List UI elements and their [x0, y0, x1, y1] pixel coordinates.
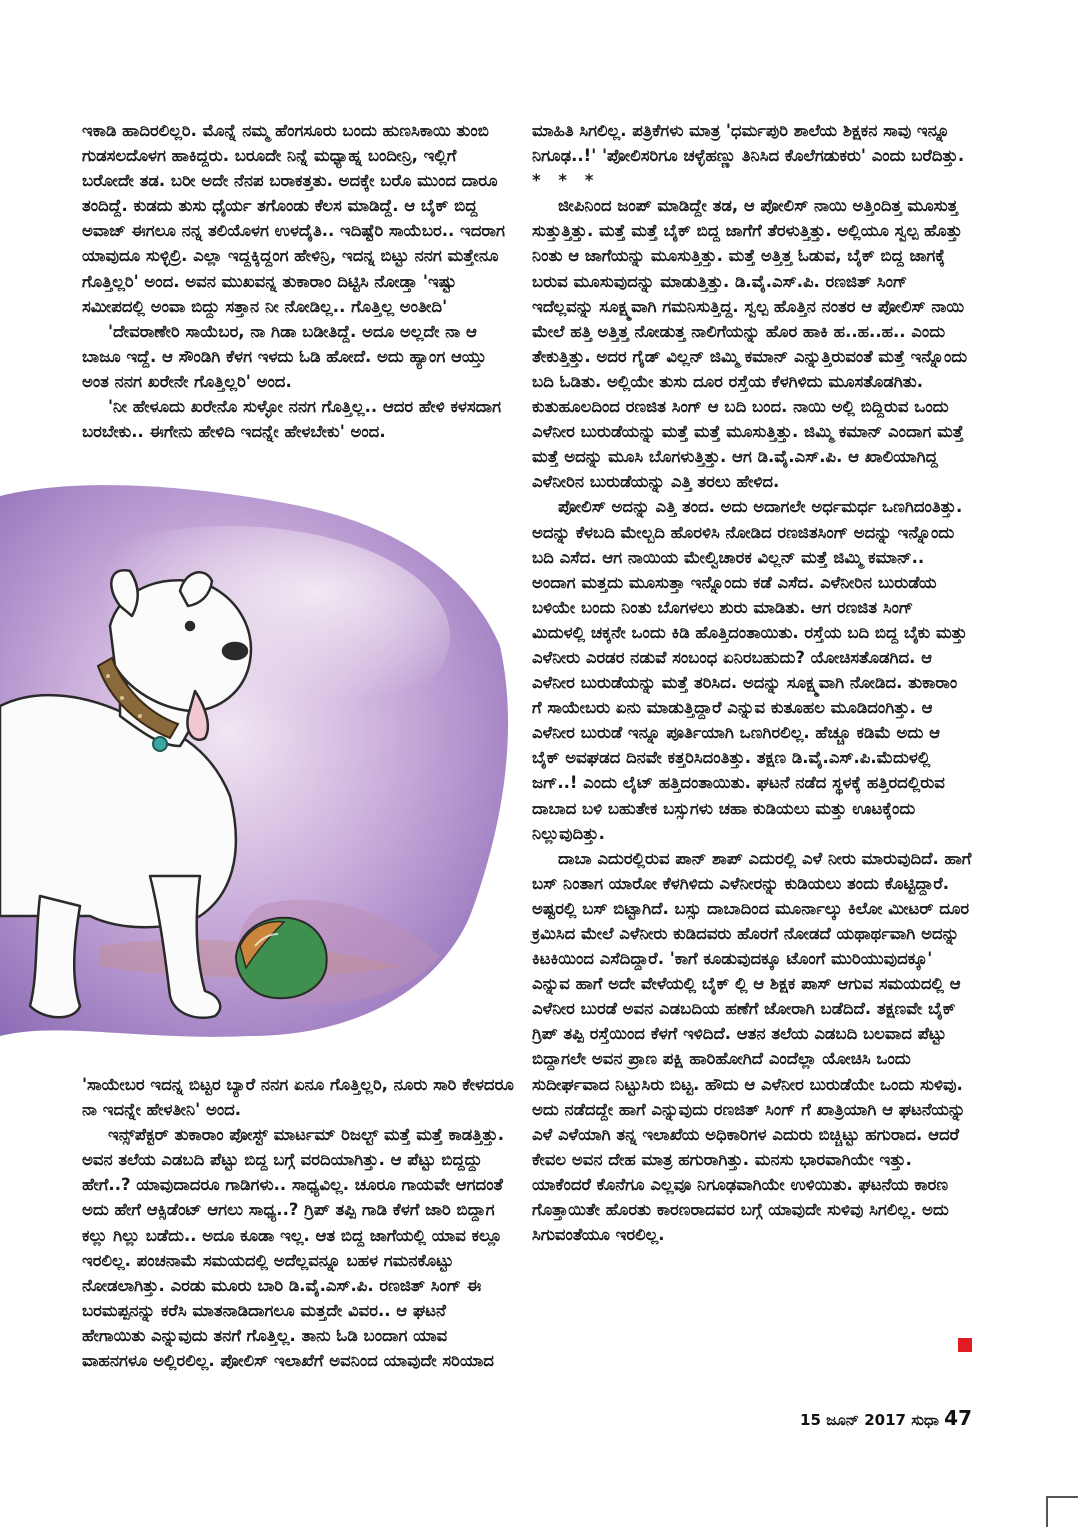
paragraph: 'ಸಾಯೇಬರ ಇದನ್ನ ಬಿಟ್ಟರ ಬ್ಯಾರೆ ನನಗ ಏನೂ ಗೊತ್ತಿಲ್ಲರಿ, ನೂರು ಸಾರಿ ಕೇಳದರೂ ನಾ ಇದನ್ನೇ ಹೇಳತೀನಿ' ಅಂದ.: [82, 1075, 514, 1120]
coconut-shell: [236, 918, 327, 998]
dog-nose: [223, 643, 247, 659]
dog-eye: [186, 622, 194, 630]
paragraph: ಮಾಹಿತಿ ಸಿಗಲಿಲ್ಲ. ಪತ್ರಿಕೆಗಳು ಮಾತ್ರ 'ಧರ್ಮಪುರಿ ಶಾಲೆಯ ಶಿಕ್ಷಕನ ಸಾವು ಇನ್ನೂ ನಿಗೂಢ..!' 'ಪೋಲಿಸರಿಗೂ ಚಳ್ಳೆಹಣ್ಣು ತಿನಿಸಿದ ಕೊಲೆಗಡುಕರು' ಎಂದು ಬರೆದಿತ್ತು.: [532, 121, 965, 166]
paragraph: ಪೋಲಿಸ್ ಅದನ್ನು ಎತ್ತಿ ತಂದ. ಅದು ಅದಾಗಲೇ ಅರ್ಧಮರ್ಧ ಒಣಗಿದಂತಿತ್ತು. ಅದನ್ನು ಕೆಳಬದಿ ಮೇಲ್ಬದಿ ಹೊರಳಿಸಿ ನೋಡಿದ ರಣಜಿತಸಿಂಗ್ ಅದನ್ನು ಇನ್ನೊಂದು ಬದಿ ಎಸೆದ. ಆಗ ನಾಯಿಯ ಮೇಲ್ವಿಚಾರಕ ವಿಲ್ಲನ್ ಮತ್ತೆ ಜಿಮ್ಮಿ ಕಮಾನ್.. ಅಂದಾಗ ಮತ್ತದು ಮೂಸುತ್ತಾ ಇನ್ನೊಂದು ಕಡೆ ಎಸೆದ. ಎಳೆನೀರಿನ ಬುರುಡೆಯ ಬಳಿಯೇ ಬಂದು ನಿಂತು ಬೊಗಳಲು ಶುರು ಮಾಡಿತು. ಆಗ ರಣಜಿತ ಸಿಂಗ್ ಮಿದುಳಲ್ಲಿ ಚಕ್ಕನೇ ಒಂದು ಕಿಡಿ ಹೊತ್ತಿದಂತಾಯಿತು. ರಸ್ತೆಯ ಬದಿ ಬಿದ್ದ ಬೈಕು ಮತ್ತು ಎಳೆನೀರು ಎರಡರ ನಡುವೆ ಸಂಬಂಧ ಏನಿರಬಹುದು? ಯೋಚಿಸತೊಡಗಿದ. ಆ ಎಳೆನೀರ ಬುರುಡೆಯನ್ನು ಮತ್ತೆ ತರಿಸಿದ. ಅದನ್ನು ಸೂಕ್ಷ್ಮವಾಗಿ ನೋಡಿದ. ತುಕಾರಾಂ ಗೆ ಸಾಯೇಬರು ಏನು ಮಾಡುತ್ತಿದ್ದಾರೆ ಎನ್ನುವ ಕುತೂಹಲ ಮೂಡಿದಂಗಿತ್ತು. ಆ ಎಳೆನೀರ ಬುರುಡೆ ಇನ್ನೂ ಪೂರ್ತಿಯಾಗಿ ಒಣಗಿರಲಿಲ್ಲ. ಹೆಚ್ಚೂ ಕಡಿಮೆ ಅದು ಆ ಬೈಕ್ ಅವಘಡದ ದಿನವೇ ಕತ್ತರಿಸಿದಂತಿತ್ತು. ತಕ್ಷಣ ಡಿ.ವೈ.ಎಸ್.ಪಿ.ಮೆದುಳಲ್ಲಿ ಜಗ್..! ಎಂದು ಲೈಟ್ ಹತ್ತಿದಂತಾಯಿತು. ಘಟನೆ ನಡೆದ ಸ್ಥಳಕ್ಕೆ ಹತ್ತಿರದಲ್ಲಿರುವ ದಾಬಾದ ಬಳಿ ಬಹುತೇಕ ಬಸ್ಸುಗಳು ಚಹಾ ಕುಡಿಯಲು ಮತ್ತು ಊಟಕ್ಕೆಂದು ನಿಲ್ಲುವುದಿತ್ತು.: [532, 497, 968, 843]
paragraph: ದಾಬಾ ಎದುರಲ್ಲಿರುವ ಪಾನ್ ಶಾಪ್ ಎದುರಲ್ಲಿ ಎಳೆ ನೀರು ಮಾರುವುದಿದೆ. ಹಾಗೆ ಬಸ್ ನಿಂತಾಗ ಯಾರೋ ಕೆಳಗಿಳಿದು ಎಳೆನೀರನ್ನು ಕುಡಿಯಲು ತಂದು ಕೊಟ್ಟಿದ್ದಾರೆ. ಅಷ್ಟರಲ್ಲಿ ಬಸ್ ಬಿಟ್ಟಾಗಿದೆ. ಬಸ್ಸು ದಾಬಾದಿಂದ ಮೂರ್ನಾಲ್ಕು ಕಿಲೋ ಮೀಟರ್ ದೂರ ಕ್ರಮಿಸಿದ ಮೇಲೆ ಎಳೆನೀರು ಕುಡಿದವರು ಹೊರಗೆ ನೋಡದೆ ಯಥಾರ್ಥವಾಗಿ ಅದನ್ನು ಕಿಟಕಿಯಿಂದ ಎಸೆದಿದ್ದಾರೆ. 'ಕಾಗೆ ಕೂಡುವುದಕ್ಕೂ ಟೊಂಗೆ ಮುರಿಯುವುದಕ್ಕೂ' ಎನ್ನುವ ಹಾಗೆ ಅದೇ ವೇಳೆಯಲ್ಲಿ ಬೈಕ್ ಲ್ಲಿ ಆ ಶಿಕ್ಷಕ ಪಾಸ್ ಆಗುವ ಸಮಯದಲ್ಲಿ ಆ ಎಳೆನೀರ ಬುರಡೆ ಅವನ ಎಡಬದಿಯ ಹಣೆಗೆ ಜೋರಾಗಿ ಬಡೆದಿದೆ. ತಕ್ಷಣವೇ ಬೈಕ್ ಗ್ರಿಪ್ ತಪ್ಪಿ ರಸ್ತೆಯಿಂದ ಕೆಳಗೆ ಇಳಿದಿದೆ. ಆತನ ತಲೆಯ ಎಡಬದಿ ಬಲವಾದ ಪೆಟ್ಟು ಬಿದ್ದಾಗಲೇ ಅವನ ಪ್ರಾಣ ಪಕ್ಷಿ ಹಾರಿಹೋಗಿದೆ ಎಂದೆಲ್ಲಾ ಯೋಚಿಸಿ ಒಂದು ಸುದೀರ್ಘವಾದ ನಿಟ್ಟುಸಿರು ಬಿಟ್ಟ. ಹೌದು ಆ ಎಳೆನೀರ ಬುರುಡೆಯೇ ಒಂದು ಸುಳಿವು. ಅದು ನಡೆದದ್ದೇ ಹಾಗೆ ಎನ್ನುವುದು ರಣಜಿತ್ ಸಿಂಗ್ ಗೆ ಖಾತ್ರಿಯಾಗಿ ಆ ಘಟನೆಯನ್ನು ಎಳೆ ಎಳೆಯಾಗಿ ತನ್ನ ಇಲಾಖೆಯ ಅಧಿಕಾರಿಗಳ ಎದುರು ಬಿಚ್ಚಿಟ್ಟು ಹಗುರಾದ. ಆದರೆ ಕೇವಲ ಅವನ ದೇಹ ಮಾತ್ರ ಹಗುರಾಗಿತ್ತು. ಮನಸು ಭಾರವಾಗಿಯೇ ಇತ್ತು. ಯಾಕೆಂದರೆ ಕೊನೆಗೂ ಎಲ್ಲವೂ ನಿಗೂಢವಾಗಿಯೇ ಉಳಿಯಿತು. ಘಟನೆಯ ಕಾರಣ ಗೊತ್ತಾಯಿತೇ ಹೊರತು ಕಾರಣರಾದವರ ಬಗ್ಗೆ ಯಾವುದೇ ಸುಳಿವು ಸಿಗಲಿಲ್ಲ. ಅದು ಸಿಗುವಂತೆಯೂ ಇರಲಿಲ್ಲ.: [532, 848, 972, 1245]
paragraph: 'ದೇವರಾಣೇರಿ ಸಾಯೆಬರ, ನಾ ಗಿಡಾ ಬಡೀತಿದ್ದೆ. ಅದೂ ಅಲ್ಲದೇ ನಾ ಆ ಬಾಜೂ ಇದ್ದೆ. ಆ ಸೌಂಡಿಗಿ ಕೆಳಗ ಇಳದು ಓಡಿ ಹೋದೆ. ಅದು ಹ್ಯಾಂಗ ಆಯ್ತು ಅಂತ ನನಗ ಖರೇನೇ ಗೊತ್ತಿಲ್ಲರಿ' ಅಂದ.: [82, 321, 487, 391]
paragraph: 'ನೀ ಹೇಳೂದು ಖರೇನೊ ಸುಳ್ಳೋ ನನಗ ಗೊತ್ತಿಲ್ಲ.. ಆದರ ಹೇಳಿ ಕಳಸದಾಗ ಬರಬೇಕು.. ಈಗೇನು ಹೇಳಿದಿ ಇದನ್ನೇ ಹೇಳಬೇಕು' ಅಂದ.: [82, 397, 502, 442]
page-folio: [800, 1406, 972, 1430]
collar-tag: [153, 737, 167, 751]
right-column: [532, 118, 972, 1247]
paragraph: ಇಕಾಡಿ ಹಾದಿರಲಿಲ್ಲರಿ. ಮೊನ್ನೆ ನಮ್ಮ ಹೆಂಗಸೂರು ಬಂದು ಹುಣಸಿಕಾಯಿ ತುಂಬಿ ಗುಡಸಲದೊಳಗ ಹಾಕಿದ್ದರು. ಬರೂದೇ ನಿನ್ನೆ ಮಧ್ಯಾಹ್ನ ಬಂದೀನ್ರಿ, ಇಲ್ಲಿಗೆ ಬರೋದೇ ತಡ. ಬರೀ ಅದೇ ನೆನಪ ಬರಾಕತ್ತತು. ಅದಕ್ಕೇ ಬರೊ ಮುಂದ ದಾರೂ ತಂದಿದ್ದೆ. ಕುಡದು ತುಸು ಧೈರ್ಯ ತಗೊಂಡು ಕೆಲಸ ಮಾಡಿದ್ದೆ. ಆ ಬೈಕ್ ಬಿದ್ದ ಅವಾಜ್ ಈಗಲೂ ನನ್ನ ತಲಿಯೊಳಗ ಉಳದೈತಿ.. ಇದಿಷ್ಟೆರಿ ಸಾಯೆಬರ.. ಇದರಾಗ ಯಾವುದೂ ಸುಳ್ಳಿಲ್ರಿ. ಎಲ್ಲಾ ಇದ್ದಕ್ಕಿದ್ದಂಗ ಹೇಳಿನ್ರಿ, ಇದನ್ನ ಬಿಟ್ಟು ನನಗ ಮತ್ತೇನೂ ಗೊತ್ತಿಲ್ಲರಿ' ಅಂದ. ಅವನ ಮುಖವನ್ನ ತುಕಾರಾಂ ದಿಟ್ಟಿಸಿ ನೋಡ್ತಾ 'ಇಷ್ಟು ಸಮೀಪದಲ್ಲಿ ಅಂವಾ ಬಿದ್ದು ಸತ್ತಾನ ನೀ ನೋಡಿಲ್ಲ.. ಗೊತ್ತಿಲ್ಲ ಅಂತೀದಿ': [82, 121, 505, 316]
page-number: 47: [944, 1406, 972, 1430]
paragraph: ಇನ್ಸ್‌ಪೆಕ್ಟರ್ ತುಕಾರಾಂ ಪೋಸ್ಟ್ ಮಾರ್ಟಮ್ ರಿಜಲ್ಟ್ ಮತ್ತೆ ಮತ್ತೆ ಕಾಡತ್ತಿತ್ತು. ಅವನ ತಲೆಯ ಎಡಬದಿ ಪೆಟ್ಟು ಬಿದ್ದ ಬಗ್ಗೆ ವರದಿಯಾಗಿತ್ತು. ಆ ಪೆಟ್ಟು ಬಿದ್ದದ್ದು ಹೇಗೆ..? ಯಾವುದಾದರೂ ಗಾಡಿಗಳು.. ಸಾಧ್ಯವಿಲ್ಲ. ಚೂರೂ ಗಾಯವೇ ಆಗದಂತೆ ಅದು ಹೇಗೆ ಆಕ್ಸಿಡೆಂಟ್ ಆಗಲು ಸಾಧ್ಯ..? ಗ್ರಿಪ್ ತಪ್ಪಿ ಗಾಡಿ ಕೆಳಗೆ ಜಾರಿ ಬಿದ್ದಾಗ ಕಲ್ಲು ಗಿಲ್ಲು ಬಡೆದು.. ಅದೂ ಕೂಡಾ ಇಲ್ಲ. ಆತ ಬಿದ್ದ ಜಾಗೆಯಲ್ಲಿ ಯಾವ ಕಲ್ಲೂ ಇರಲಿಲ್ಲ. ಪಂಚನಾಮೆ ಸಮಯದಲ್ಲಿ ಅದೆಲ್ಲವನ್ನೂ ಬಹಳ ಗಮನಕೊಟ್ಟು ನೋಡಲಾಗಿತ್ತು. ಎರಡು ಮೂರು ಬಾರಿ ಡಿ.ವೈ.ಎಸ್.ಪಿ. ರಣಜಿತ್ ಸಿಂಗ್ ಈ ಬರಮಪ್ಪನನ್ನು ಕರೆಸಿ ಮಾತನಾಡಿದಾಗಲೂ ಮತ್ತದೇ ವಿವರ.. ಆ ಘಟನೆ ಹೇಗಾಯಿತು ಎನ್ನುವುದು ತನಗೆ ಗೊತ್ತಿಲ್ಲ. ತಾನು ಓಡಿ ಬಂದಾಗ ಯಾವ ವಾಹನಗಳೂ ಅಲ್ಲಿರಲಿಲ್ಲ. ಪೋಲಿಸ್ ಇಲಾಖೆಗೆ ಅವನಿಂದ ಯಾವುದೇ ಸರಿಯಾದ: [82, 1125, 505, 1371]
crop-mark: [1046, 1496, 1078, 1527]
end-of-story-mark: [958, 1338, 972, 1352]
left-column-top: [82, 118, 514, 444]
dog-illustration: [0, 476, 516, 1048]
issue-date: 15 ಜೂನ್ 2017: [800, 1411, 906, 1429]
section-separator: * * *: [532, 171, 600, 191]
collar-stud: [138, 714, 142, 718]
paragraph: ಜೀಪಿನಿಂದ ಜಂಪ್ ಮಾಡಿದ್ದೇ ತಡ, ಆ ಪೋಲಿಸ್ ನಾಯಿ ಅತ್ತಿಂದಿತ್ತ ಮೂಸುತ್ತ ಸುತ್ತುತ್ತಿತ್ತು. ಮತ್ತೆ ಮತ್ತೆ ಬೈಕ್ ಬಿದ್ದ ಜಾಗೆಗೆ ತೆರಳುತ್ತಿತ್ತು. ಅಲ್ಲಿಯೂ ಸ್ವಲ್ಪ ಹೊತ್ತು ನಿಂತು ಆ ಜಾಗೆಯನ್ನು ಮೂಸುತ್ತಿತ್ತು. ಮತ್ತೆ ಅತ್ತಿತ್ತ ಓಡುವ, ಬೈಕ್ ಬಿದ್ದ ಜಾಗಕ್ಕೆ ಬರುವ ಮೂಸುವುದನ್ನು ಮಾಡುತ್ತಿತ್ತು. ಡಿ.ವೈ.ಎಸ್.ಪಿ. ರಣಜಿತ್ ಸಿಂಗ್ ಇದೆಲ್ಲವನ್ನು ಸೂಕ್ಷ್ಮವಾಗಿ ಗಮನಿಸುತ್ತಿದ್ದ. ಸ್ವಲ್ಪ ಹೊತ್ತಿನ ನಂತರ ಆ ಪೋಲಿಸ್ ನಾಯಿ ಮೇಲೆ ಹತ್ತಿ ಅತ್ತಿತ್ತ ನೋಡುತ್ತ ನಾಲಿಗೆಯನ್ನು ಹೊರ ಹಾಕಿ ಹ..ಹ..ಹ.. ಎಂದು ತೇಕುತ್ತಿತ್ತು. ಅದರ ಗೈಡ್ ವಿಲ್ಲನ್ ಜಿಮ್ಮಿ ಕಮಾನ್ ಎನ್ನುತ್ತಿರುವಂತೆ ಮತ್ತೆ ಇನ್ನೊಂದು ಬದಿ ಓಡಿತು. ಅಲ್ಲಿಯೇ ತುಸು ದೂರ ರಸ್ತೆಯ ಕೆಳಗಿಳಿದು ಮೂಸತೊಡಗಿತು. ಕುತುಹೂಲದಿಂದ ರಣಜಿತ ಸಿಂಗ್ ಆ ಬದಿ ಬಂದ. ನಾಯಿ ಅಲ್ಲಿ ಬಿದ್ದಿರುವ ಒಂದು ಎಳೆನೀರ ಬುರುಡೆಯನ್ನು ಮತ್ತೆ ಮತ್ತೆ ಮೂಸುತ್ತಿತ್ತು. ಜಿಮ್ಮಿ ಕಮಾನ್ ಎಂದಾಗ ಮತ್ತೆ ಮತ್ತೆ ಅದನ್ನು ಮೂಸಿ ಬೊಗಳುತ್ತಿತ್ತು. ಆಗ ಡಿ.ವೈ.ಎಸ್.ಪಿ. ಆ ಖಾಲಿಯಾಗಿದ್ದ ಎಳೆನೀರಿನ ಬುರುಡೆಯನ್ನು ಎತ್ತಿ ತರಲು ಹೇಳಿದ.: [532, 196, 968, 492]
collar-stud: [120, 696, 124, 700]
dog-front-leg: [30, 896, 80, 1017]
magazine-name: ಸುಧಾ: [911, 1411, 939, 1429]
collar-stud: [106, 674, 110, 678]
left-column-bottom: [82, 1072, 514, 1373]
